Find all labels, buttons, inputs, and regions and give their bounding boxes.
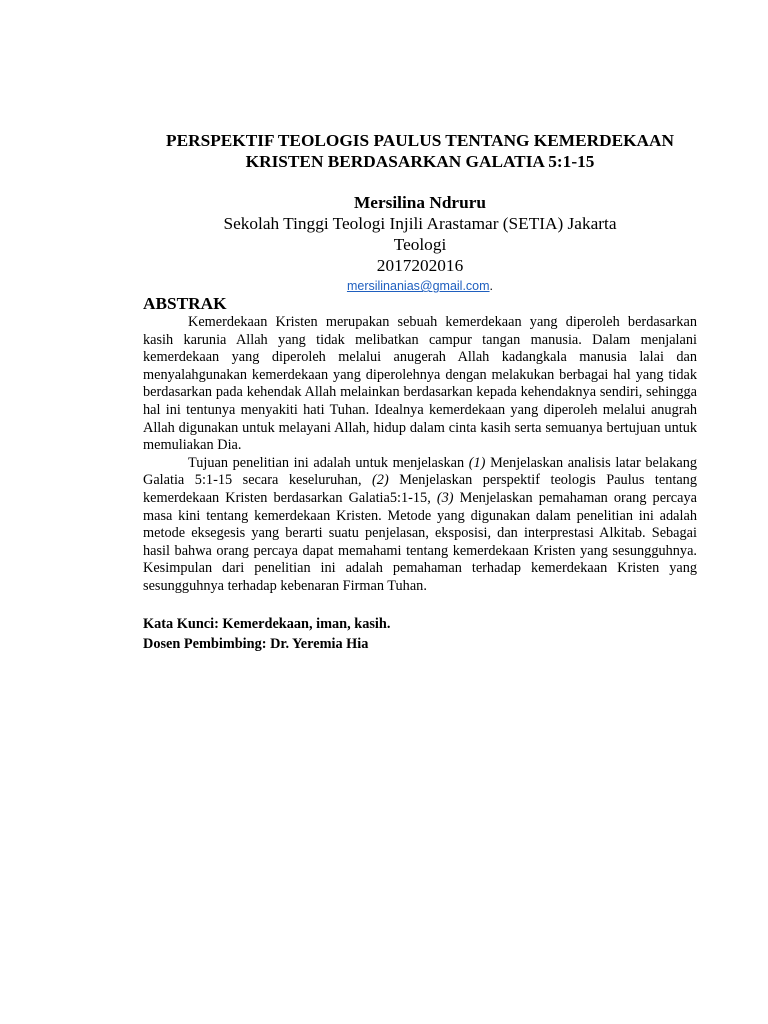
program: Teologi: [393, 235, 447, 254]
supervisor: Dosen Pembimbing: Dr. Yeremia Hia: [143, 635, 369, 652]
p2-marker-1: (1): [468, 454, 486, 471]
p2-part-2: Menjelaskan perspektif teologis Paulus tentang kemerdekaan Kristen berdasarkan Galatia5:1-15,: [143, 472, 697, 506]
p2-part-3: Menjelaskan pemahaman orang percaya masa kini tentang kemerdekaan Kristen. Metode yang digunakan dalam penelitian ini adalah metode eksegesis yang berarti suatu penjelasan, eksposisi, dan interprestasi Alkitab. Sebagai hasil bahwa orang percaya dapat memahami tentang kemerdekaan Kristen yang sesungguhnya. Kesimpulan dari penelitian ini adalah pemahaman terhadap kemerdekaan Kristen yang sesungguhnya terhadap kebenaran Firman Tuhan.: [143, 489, 697, 594]
student-id: 2017202016: [376, 256, 464, 275]
keywords: Kata Kunci: Kemerdekaan, iman, kasih.: [143, 615, 391, 632]
email-link[interactable]: mersilinanias@gmail.com: [346, 279, 490, 293]
email-suffix: .: [489, 279, 494, 293]
abstract-paragraph-1: Kemerdekaan Kristen merupakan sebuah kemerdekaan yang diperoleh berdasarkan kasih karunia Allah yang tidak melibatkan campur tangan manusia. Dalam menjalani kemerdekaan yang diperoleh melalui anugerah Allah kadangkala manusia lalai dan menyalahgunakan kemerdekaan yang diperolehnya dengan melakukan berbagai hal yang tidak berdasarkan pada kehendak Allah melainkan berdasarkan kepada kehendaknya sendiri, sehingga hal ini tentunya menyakiti hati Tuhan. Idealnya kemerdekaan yang diperoleh melalui anugrah Allah digunakan untuk melayani Allah, hidup dalam cinta kasih serta semuanya bertujuan untuk memuliakan Dia.: [143, 314, 697, 454]
p2-marker-3: (3): [436, 489, 454, 506]
abstract-paragraph-2: [143, 455, 697, 596]
abstract-heading: ABSTRAK: [143, 294, 227, 313]
keywords-block: [143, 614, 697, 654]
institution: Sekolah Tinggi Teologi Injili Arastamar (SETIA) Jakarta: [223, 214, 617, 233]
p2-part-1: Menjelaskan analisis latar belakang Galatia 5:1-15 secara keseluruhan,: [143, 454, 697, 489]
p2-intro: Tujuan penelitian ini adalah untuk menjelaskan: [188, 454, 469, 471]
paper-title: [143, 130, 697, 172]
email-line: [143, 278, 697, 294]
document-page: [143, 130, 697, 654]
author-name: Mersilina Ndruru: [353, 193, 486, 212]
title-line-1: PERSPEKTIF TEOLOGIS PAULUS TENTANG KEMERDEKAAN: [166, 131, 674, 150]
p2-marker-2: (2): [372, 472, 389, 489]
title-line-2: KRISTEN BERDASARKAN GALATIA 5:1-15: [245, 152, 595, 171]
